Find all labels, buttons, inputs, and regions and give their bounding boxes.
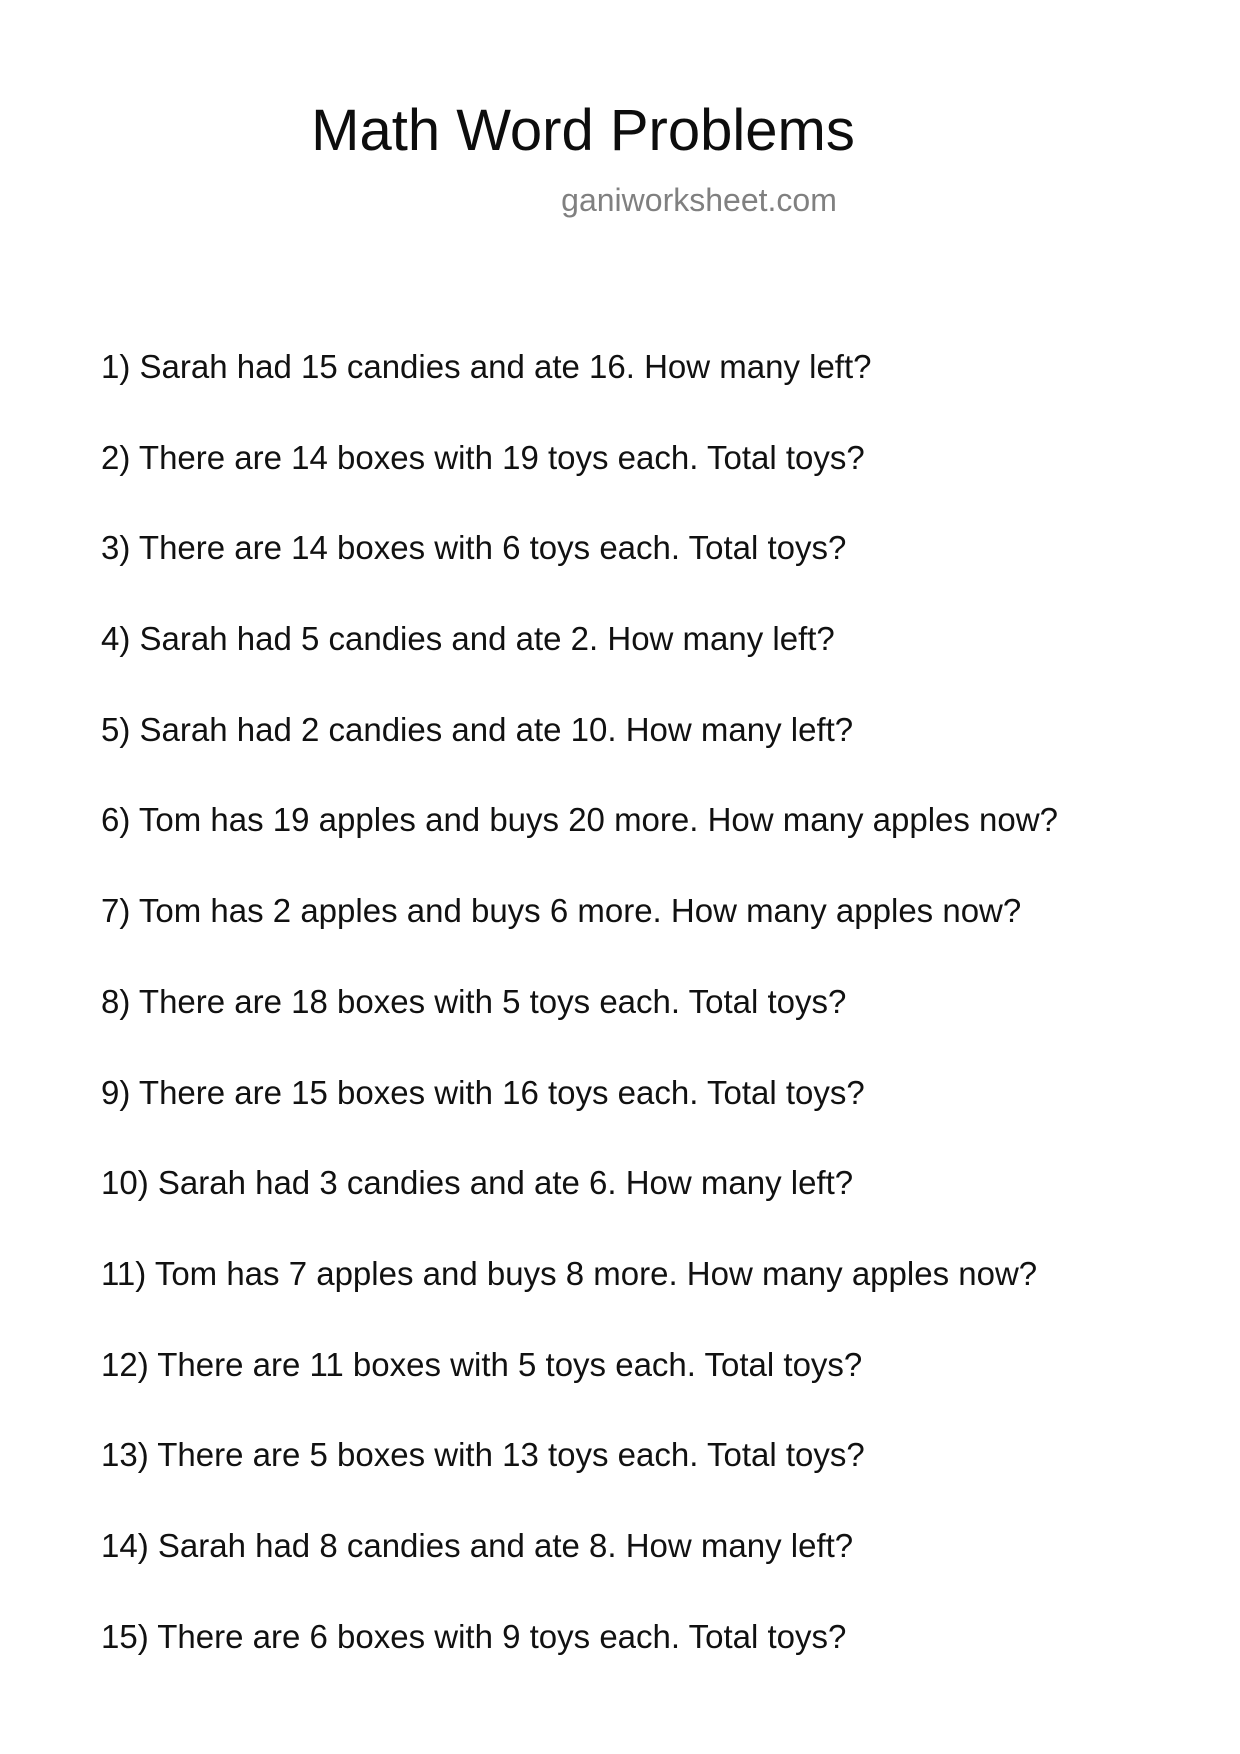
problem-item: 8) There are 18 boxes with 5 toys each. Total toys? xyxy=(101,982,847,1020)
problem-item: 9) There are 15 boxes with 16 toys each. Total toys? xyxy=(101,1073,865,1111)
page-title: Math Word Problems xyxy=(311,98,855,163)
problem-item: 3) There are 14 boxes with 6 toys each. Total toys? xyxy=(101,529,847,567)
source-website-text: ganiworksheet.com xyxy=(561,182,837,218)
problem-item: 10) Sarah had 3 candies and ate 6. How many left? xyxy=(101,1164,854,1202)
problem-item: 13) There are 5 boxes with 13 toys each. Total toys? xyxy=(101,1436,865,1474)
problem-item: 15) There are 6 boxes with 9 toys each. Total toys? xyxy=(101,1617,847,1655)
problem-item: 11) Tom has 7 apples and buys 8 more. How many apples now? xyxy=(101,1254,1038,1292)
problem-item: 4) Sarah had 5 candies and ate 2. How many left? xyxy=(101,620,835,658)
problem-item: 14) Sarah had 8 candies and ate 8. How many left? xyxy=(101,1526,854,1564)
problem-item: 2) There are 14 boxes with 19 toys each. Total toys? xyxy=(101,438,865,476)
problem-list xyxy=(101,347,1058,1707)
source-website xyxy=(0,180,1166,220)
problem-item: 6) Tom has 19 apples and buys 20 more. How many apples now? xyxy=(101,801,1058,839)
problem-item: 12) There are 11 boxes with 5 toys each. Total toys? xyxy=(101,1345,863,1383)
problem-item: 7) Tom has 2 apples and buys 6 more. How many apples now? xyxy=(101,892,1022,930)
problem-item: 1) Sarah had 15 candies and ate 16. How many left? xyxy=(101,348,872,385)
problem-item: 5) Sarah had 2 candies and ate 10. How many left? xyxy=(101,710,854,748)
